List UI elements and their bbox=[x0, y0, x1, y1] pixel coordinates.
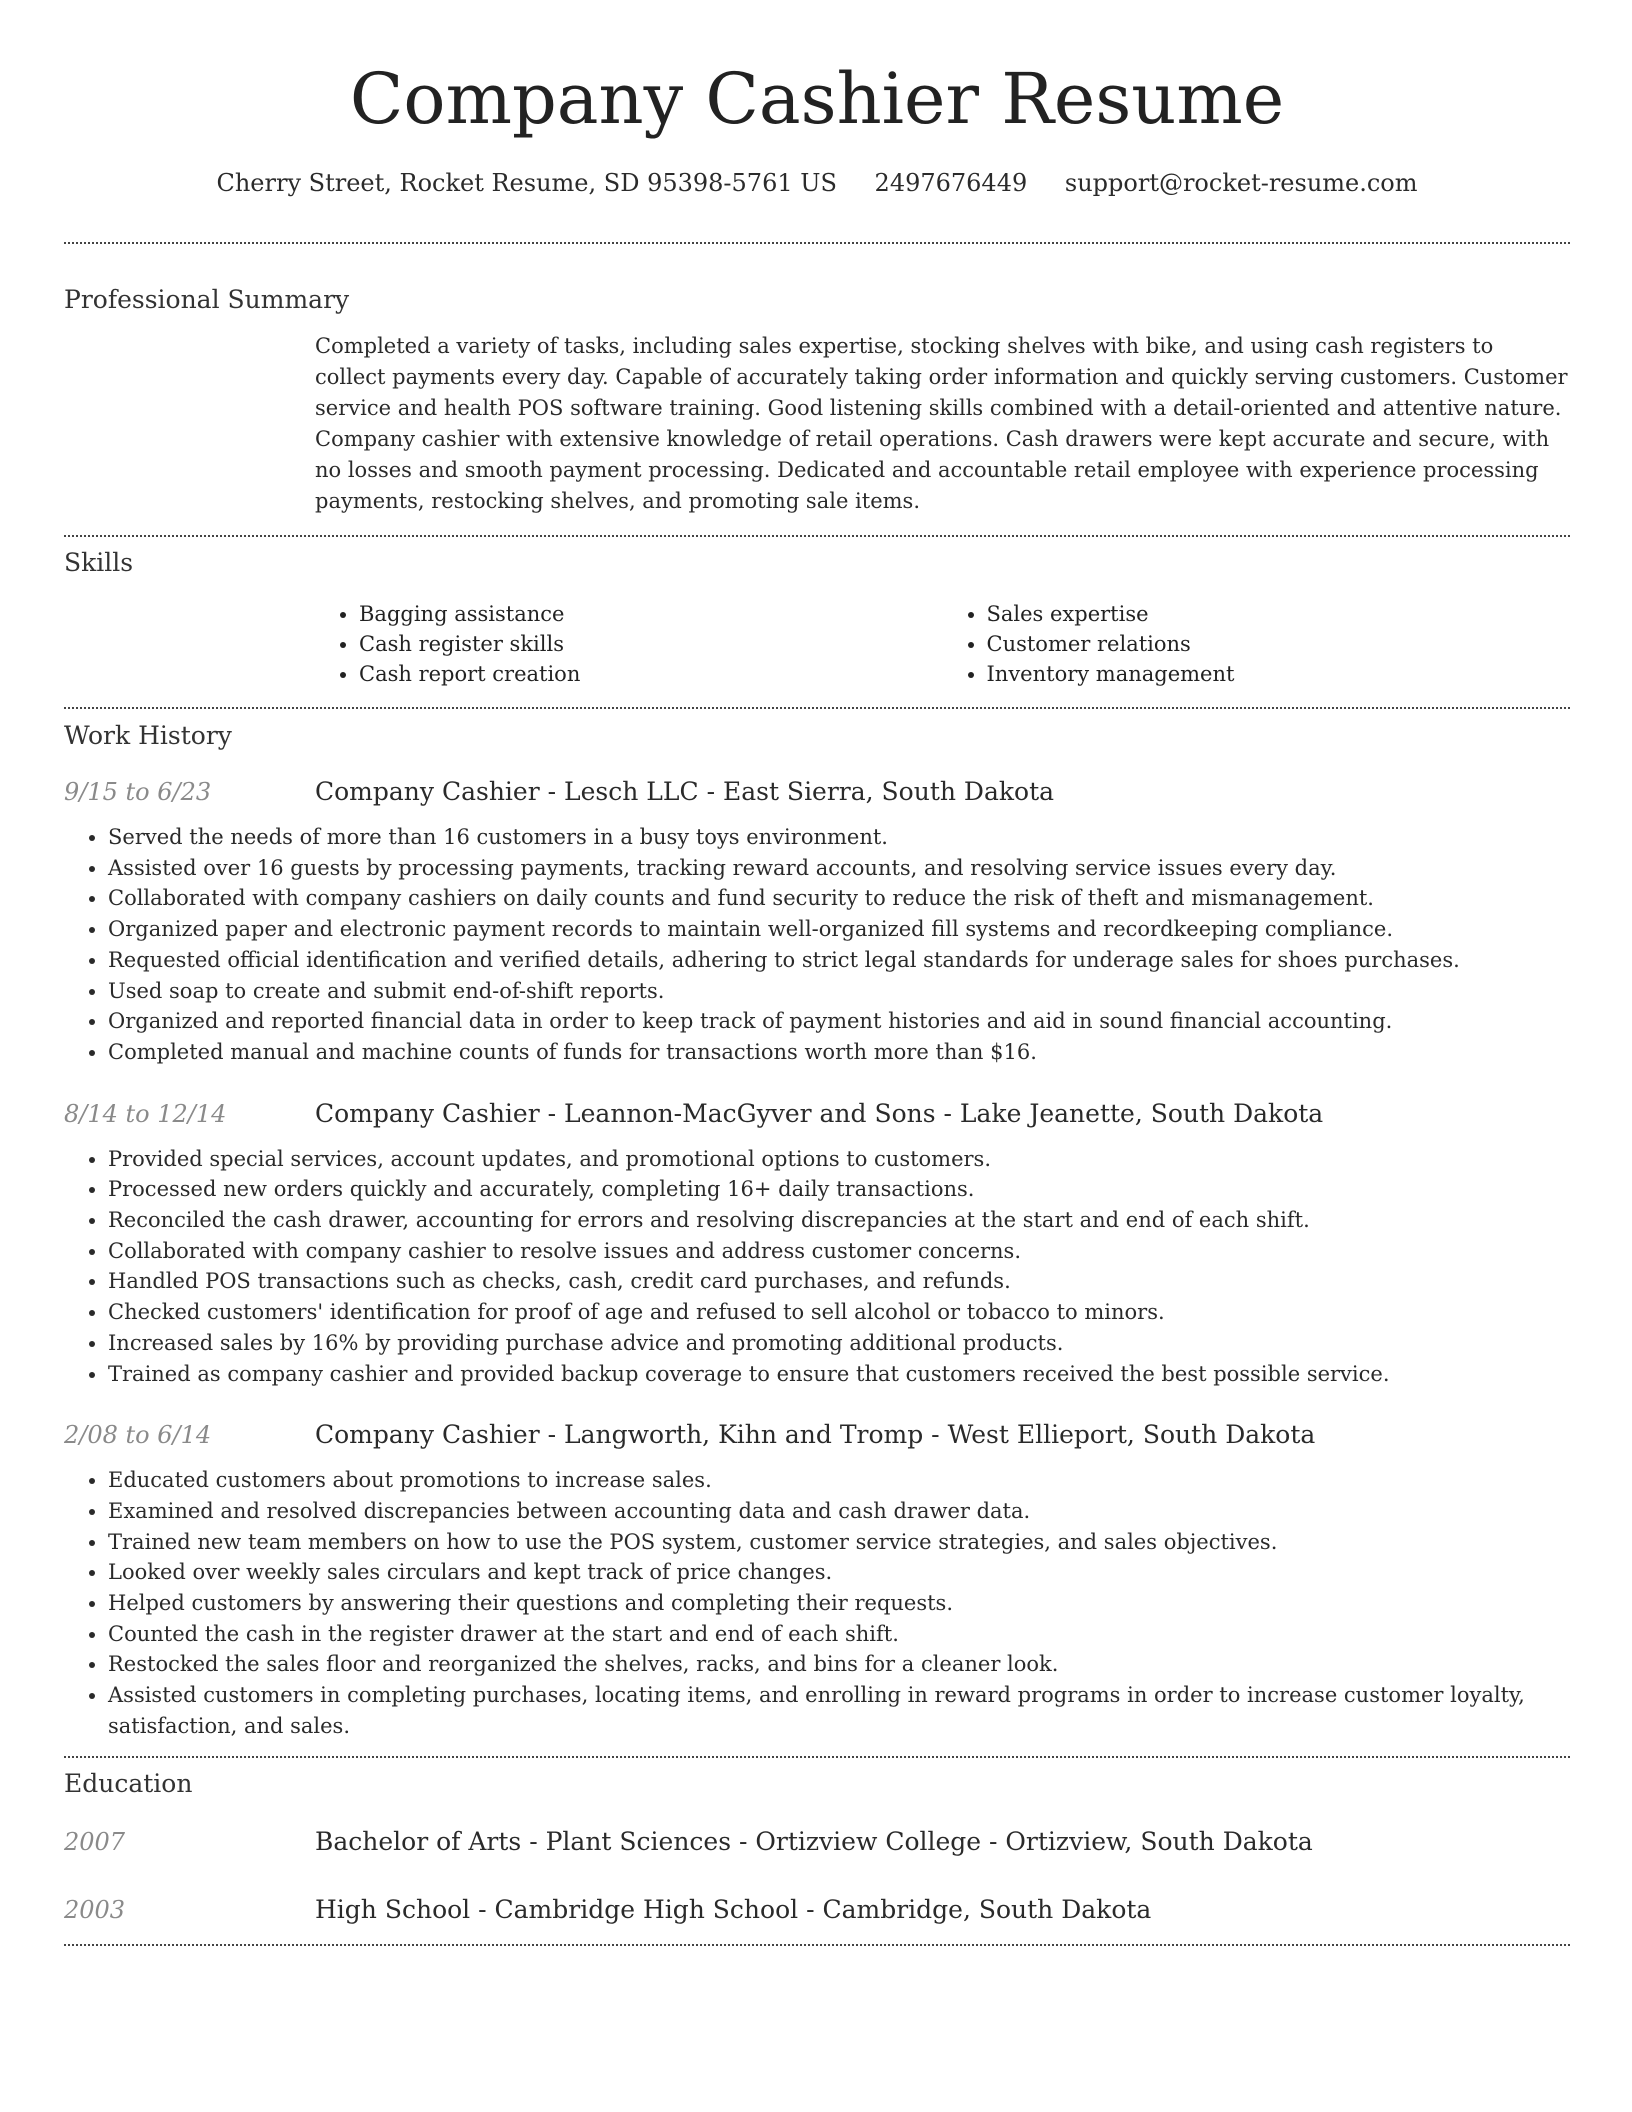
list-item: • Handled POS transactions such as checks, cash, credit card purchases, and refunds. bbox=[108, 1266, 1570, 1297]
list-item: • Helped customers by answering their questions and completing their requests. bbox=[108, 1588, 1570, 1619]
divider bbox=[64, 242, 1570, 244]
education-year: 2003 bbox=[64, 1895, 126, 1924]
resume-page bbox=[64, 0, 1570, 1946]
job-header bbox=[64, 1419, 1570, 1451]
section-heading-education: Education bbox=[64, 1768, 193, 1798]
job-bullets bbox=[64, 1465, 1570, 1741]
divider bbox=[64, 1944, 1570, 1946]
list-item: • Organized paper and electronic payment records to maintain well-organized fill systems and recordkeeping compliance. bbox=[108, 914, 1570, 945]
skill-item: • Bagging assistance bbox=[359, 599, 943, 629]
skill-item: • Customer relations bbox=[987, 629, 1571, 659]
list-item: • Processed new orders quickly and accurately, completing 16+ daily transactions. bbox=[108, 1174, 1570, 1205]
list-item: • Trained new team members on how to use the POS system, customer service strategies, and sales objectives. bbox=[108, 1527, 1570, 1558]
job-title: Company Cashier - Lesch LLC - East Sierra, South Dakota bbox=[315, 777, 1055, 806]
list-item: • Organized and reported financial data in order to keep track of payment histories and aid in sound financial accounting. bbox=[108, 1006, 1570, 1037]
list-item: • Trained as company cashier and provided backup coverage to ensure that customers received the best possible service. bbox=[108, 1359, 1570, 1390]
list-item: • Increased sales by 16% by providing purchase advice and promoting additional products. bbox=[108, 1328, 1570, 1359]
education-title: Bachelor of Arts - Plant Sciences - Ortizview College - Ortizview, South Dakota bbox=[315, 1826, 1313, 1856]
divider bbox=[64, 707, 1570, 709]
list-item: • Assisted over 16 guests by processing payments, tracking reward accounts, and resolving service issues every day. bbox=[108, 853, 1570, 884]
job-entry bbox=[64, 1098, 1570, 1390]
job-title: Company Cashier - Langworth, Kihn and Tromp - West Ellieport, South Dakota bbox=[315, 1420, 1316, 1450]
list-item: • Reconciled the cash drawer, accounting for errors and resolving discrepancies at the start and end of each shift. bbox=[108, 1205, 1570, 1236]
list-item: • Looked over weekly sales circulars and kept track of price changes. bbox=[108, 1557, 1570, 1588]
list-item: • Educated customers about promotions to increase sales. bbox=[108, 1465, 1570, 1496]
list-item: • Used soap to create and submit end-of-shift reports. bbox=[108, 976, 1570, 1007]
job-header bbox=[64, 1098, 1570, 1130]
skills-column-left bbox=[315, 599, 943, 689]
job-bullets bbox=[64, 822, 1570, 1068]
skill-item: • Cash register skills bbox=[359, 629, 943, 659]
list-item: • Checked customers' identification for proof of age and refused to sell alcohol or tobacco to minors. bbox=[108, 1297, 1570, 1328]
education-entry bbox=[64, 1826, 1570, 1858]
education-year: 2007 bbox=[64, 1827, 126, 1856]
job-entry bbox=[64, 776, 1570, 1068]
skill-item: • Cash report creation bbox=[359, 659, 943, 689]
list-item: • Counted the cash in the register drawer at the start and end of each shift. bbox=[108, 1619, 1570, 1650]
section-heading-skills: Skills bbox=[64, 548, 134, 577]
skill-item: • Sales expertise bbox=[987, 599, 1571, 629]
list-item: • Assisted customers in completing purchases, locating items, and enrolling in reward programs in order to increase customer loyalty, satisfaction, and sales. bbox=[108, 1680, 1570, 1741]
list-item: • Provided special services, account updates, and promotional options to customers. bbox=[108, 1144, 1570, 1175]
job-dates: 8/14 to 12/14 bbox=[64, 1099, 227, 1128]
skills-column-right bbox=[943, 599, 1571, 689]
contact-email: support@rocket-resume.com bbox=[1064, 169, 1418, 197]
skills-section bbox=[64, 547, 1570, 689]
contact-phone: 2497676449 bbox=[874, 169, 1028, 197]
work-history-section bbox=[64, 720, 1570, 1742]
skill-item: • Inventory management bbox=[987, 659, 1571, 689]
list-item: • Requested official identification and verified details, adhering to strict legal standards for underage sales for shoes purchases. bbox=[108, 945, 1570, 976]
job-bullets bbox=[64, 1144, 1570, 1390]
list-item: • Served the needs of more than 16 customers in a busy toys environment. bbox=[108, 822, 1570, 853]
list-item: • Collaborated with company cashier to resolve issues and address customer concerns. bbox=[108, 1236, 1570, 1267]
education-title: High School - Cambridge High School - Cambridge, South Dakota bbox=[315, 1894, 1152, 1924]
job-header bbox=[64, 776, 1570, 808]
list-item: • Restocked the sales floor and reorganized the shelves, racks, and bins for a cleaner look. bbox=[108, 1649, 1570, 1680]
divider bbox=[64, 535, 1570, 537]
job-dates: 9/15 to 6/23 bbox=[64, 778, 212, 806]
summary-section bbox=[64, 284, 1570, 517]
list-item: • Completed manual and machine counts of funds for transactions worth more than $16. bbox=[108, 1037, 1570, 1068]
education-section bbox=[64, 1768, 1570, 1926]
summary-text: Completed a variety of tasks, including sales expertise, stocking shelves with bike, and using cash registers to collect payments every day. Capable of accurately taking order information and quickly serving customers. Customer service and health POS software training. Good listening skills combined with a detail-oriented and attentive nature. Company cashier with extensive knowledge of retail operations. Cash drawers were kept accurate and secure, with no losses and smooth payment processing. Dedicated and accountable retail employee with experience processing payments, restocking shelves, and promoting sale items. bbox=[315, 334, 1568, 513]
job-title: Company Cashier - Leannon-MacGyver and Sons - Lake Jeanette, South Dakota bbox=[315, 1098, 1324, 1128]
skills-list bbox=[315, 599, 1570, 689]
list-item: • Examined and resolved discrepancies between accounting data and cash drawer data. bbox=[108, 1496, 1570, 1527]
list-item: • Collaborated with company cashiers on daily counts and fund security to reduce the risk of theft and mismanagement. bbox=[108, 883, 1570, 914]
contact-line bbox=[64, 168, 1570, 198]
job-dates: 2/08 to 6/14 bbox=[64, 1421, 212, 1450]
resume-title: Company Cashier Resume bbox=[349, 58, 1285, 140]
education-entry bbox=[64, 1894, 1570, 1926]
section-heading-work: Work History bbox=[64, 721, 232, 750]
section-heading-summary: Professional Summary bbox=[64, 285, 350, 314]
contact-address: Cherry Street, Rocket Resume, SD 95398-5761 US bbox=[216, 169, 837, 197]
divider bbox=[64, 1756, 1570, 1758]
job-entry bbox=[64, 1419, 1570, 1741]
